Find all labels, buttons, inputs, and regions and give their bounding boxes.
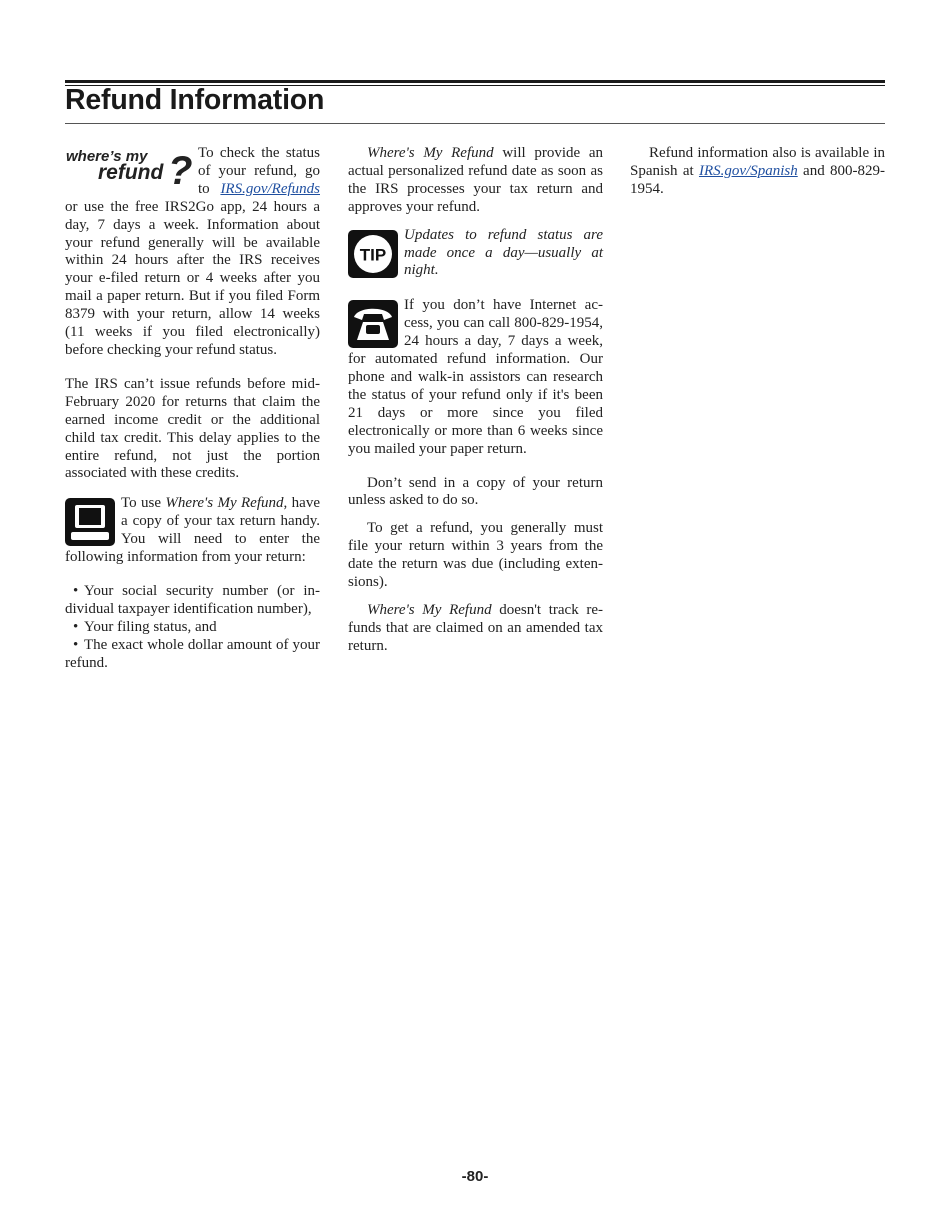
list-item: • The exact whole dollar amount of your refund.	[65, 636, 320, 671]
svg-text:refund: refund	[98, 161, 164, 184]
amended-return-paragraph: Where's My Refund doesn't track refunds that are claimed on an amended tax return.	[348, 601, 604, 654]
tip-note	[348, 227, 603, 281]
list-item: • Your filing status, and	[73, 618, 217, 635]
header-rule-thick	[65, 80, 885, 83]
irs-refunds-link[interactable]: IRS.gov/Refunds	[220, 180, 320, 197]
tip-text: Updates to refund status are made once a day—usually at night.	[404, 226, 603, 279]
phone-paragraph: If you don’t have Internet access, you can call 800-829-1954, 24 hours a day, 7 days a week, for automated refund information. Our phone and walk-in assistors can research the status of your refund only if it's been 21 days or more since you filed electronically or more than 6 weeks since you mailed your paper return.	[348, 297, 603, 457]
three-years-paragraph: To get a refund, you generally must file your return within 3 years from the date the return was due (including extensions).	[348, 520, 603, 591]
title-underline-rule	[65, 123, 885, 124]
page-number: -80-	[461, 1168, 489, 1185]
list-item: • Your social security number (or individual taxpayer identification number),	[65, 582, 320, 617]
column-1	[65, 145, 320, 672]
svg-text:where’s my: where’s my	[66, 148, 148, 165]
refund-date-paragraph: Where's My Refund will provide an actual personalized refund date as soon as the IRS processes your tax return and approves your refund.	[348, 145, 603, 215]
required-info-list	[65, 583, 320, 673]
page-title: Refund Information	[65, 84, 325, 116]
computer-icon	[65, 498, 115, 546]
column-2	[348, 145, 603, 656]
phone-note	[348, 297, 603, 458]
tip-icon	[348, 230, 398, 278]
telephone-icon	[348, 300, 398, 348]
spanish-paragraph: Refund information also is available in Spanish at IRS.gov/Spanish and 800-829-1954.	[630, 145, 885, 197]
svg-text:?: ?	[168, 149, 192, 190]
svg-text:TIP: TIP	[359, 245, 387, 265]
dont-send-paragraph: Don’t send in a copy of your return unless asked to do so.	[348, 474, 603, 509]
irs-spanish-link[interactable]: IRS.gov/Spanish	[698, 162, 798, 179]
computer-note: To use Where's My Refund, have a copy of your tax return handy. You will need to enter the following information from your return:	[65, 495, 320, 566]
refund-status-paragraph: To check the status of your refund, go to IRS.gov/Refunds or use the free IRS2Go app, 24 hours a day, 7 days a week. Information about your refund generally will be available within 24 hours after the IRS receives your e-filed return or 4 weeks after you mail a paper return. But if you filed Form 8379 with your return, allow 14 weeks (11 weeks if you filed electronically) before checking your refund status.	[65, 145, 320, 358]
column-3	[630, 145, 885, 199]
wheres-my-refund-logo	[65, 146, 192, 190]
mid-february-paragraph: The IRS can’t issue refunds before mid-February 2020 for returns that claim the earned income credit or the additional child tax credit. This delay applies to the entire refund, not just the portion associated with these credits.	[65, 375, 320, 482]
